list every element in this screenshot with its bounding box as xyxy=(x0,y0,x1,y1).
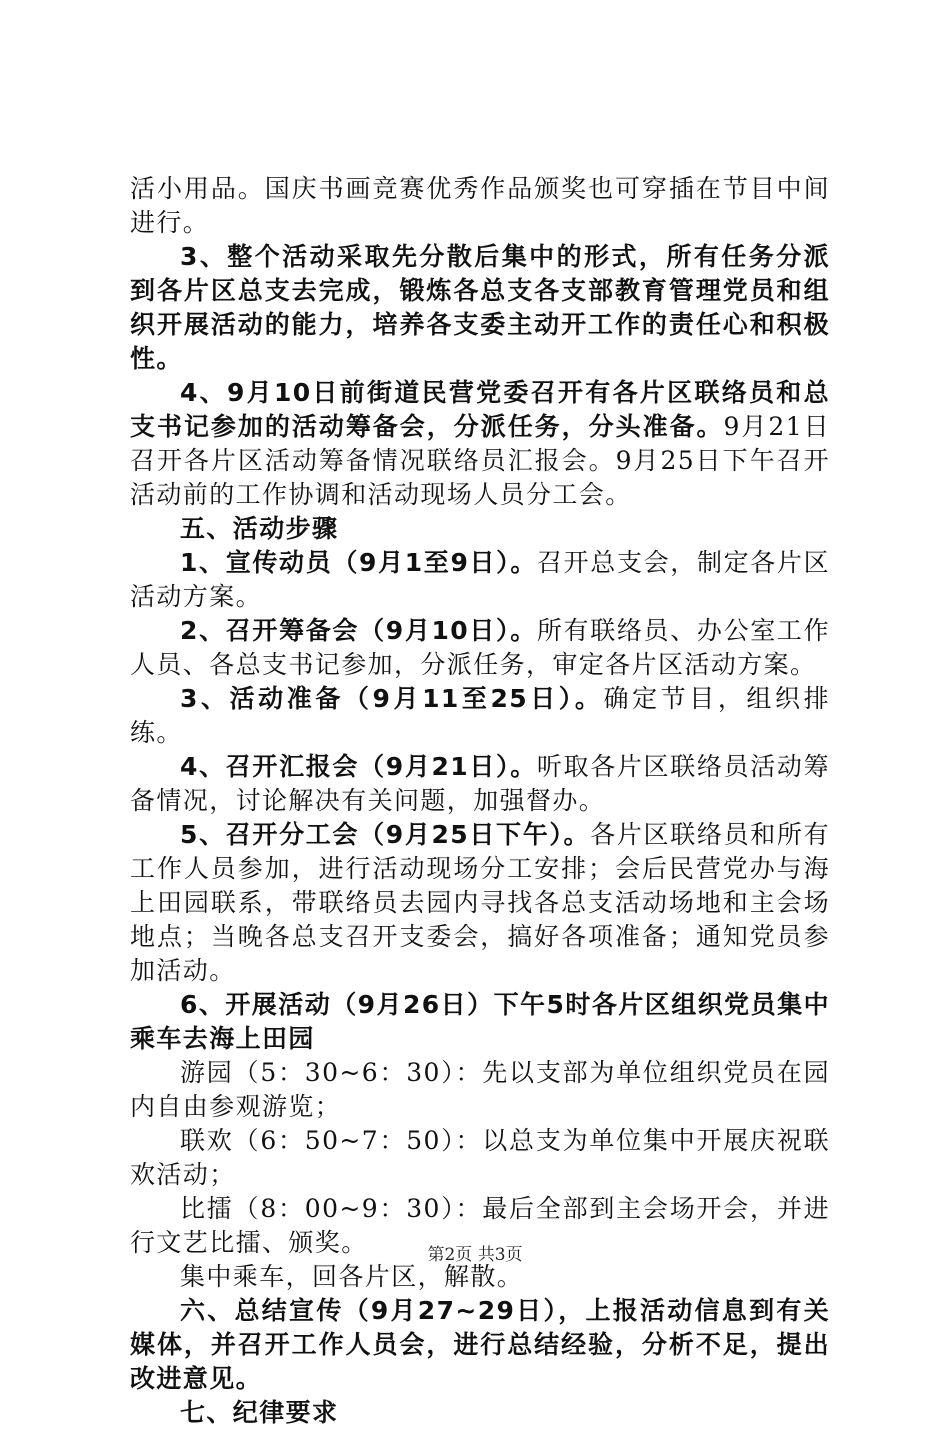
step-4-detail: 听取各片区联络员活动筹备情况，讨论解决有关问题，加强督办。 xyxy=(130,752,830,815)
step-1: 1、宣传动员（9月1至9日）。召开总支会，制定各片区活动方案。 xyxy=(130,548,830,611)
step-2-detail: 所有联络员、办公室工作人员、各总支书记参加，分派任务，审定各片区活动方案。 xyxy=(130,616,830,679)
step-5: 5、召开分工会（9月25日下午）。各片区联络员和所有工作人员参加，进行活动现场分工安排；会后民营党办与海上田园联系，带联络员去园内寻找各总支活动场地和主会场地点；当晚各总支召开支委会，搞好各项准备；通知党员参加活动。 xyxy=(130,820,830,985)
section-heading-discipline: 七、纪律要求 xyxy=(180,1398,339,1427)
section-heading-summary: 六、总结宣传（9月27~29日），上报活动信息到有关媒体，并召开工作人员会，进行总结经验，分析不足，提出改进意见。 xyxy=(130,1296,830,1393)
section-heading-steps: 五、活动步骤 xyxy=(180,514,339,543)
step-3: 3、活动准备（9月11至25日）。确定节目，组织排练。 xyxy=(130,684,830,747)
paragraph-item-4-tail: 9月21日召开各片区活动筹备情况联络员汇报会。9月25日下午召开活动前的工作协调和活动现场人员分工会。 xyxy=(130,412,831,509)
step-2: 2、召开筹备会（9月10日）。所有联络员、办公室工作人员、各总支书记参加，分派任务，审定各片区活动方案。 xyxy=(130,616,830,679)
paragraph-item-3: 3、整个活动采取先分散后集中的形式，所有任务分派到各片区总支去完成，锻炼各总支各支部教育管理党员和组织开展活动的能力，培养各支委主动开工作的责任心和积极性。 xyxy=(130,242,830,373)
step-1-detail: 召开总支会，制定各片区活动方案。 xyxy=(130,548,830,611)
step-3-detail: 确定节目，组织排练。 xyxy=(130,684,830,747)
paragraph-continuation: 活小用品。国庆书画竞赛优秀作品颁奖也可穿插在节目中间进行。 xyxy=(130,174,830,237)
page-number-footer: 第2页 共3页 xyxy=(427,1245,523,1265)
step-6-contest: 比擂（8：00~9：30）：最后全部到主会场开会，并进行文艺比擂、颁奖。 xyxy=(130,1194,830,1257)
step-6-dismiss: 集中乘车，回各片区，解散。 xyxy=(180,1262,524,1291)
paragraph-item-4: 4、9月10日前街道民营党委召开有各片区联络员和总支书记参加的活动筹备会，分派任务，分头准备。9月21日召开各片区活动筹备情况联络员汇报会。9月25日下午召开活动前的工作协调和活动现场人员分工会。 xyxy=(130,378,831,509)
step-6: 6、开展活动（9月26日）下午5时各片区组织党员集中乘车去海上田园 xyxy=(130,990,830,1053)
step-5-detail: 各片区联络员和所有工作人员参加，进行活动现场分工安排；会后民营党办与海上田园联系，带联络员去园内寻找各总支活动场地和主会场地点；当晚各总支召开支委会，搞好各项准备；通知党员参加活动。 xyxy=(130,820,830,985)
step-6-party: 联欢（6：50~7：50）：以总支为单位集中开展庆祝联欢活动； xyxy=(130,1126,830,1189)
step-4: 4、召开汇报会（9月21日）。听取各片区联络员活动筹备情况，讨论解决有关问题，加强督办。 xyxy=(130,752,830,815)
step-6-tour: 游园（5：30~6：30）：先以支部为单位组织党员在园内自由参观游览； xyxy=(130,1058,830,1121)
